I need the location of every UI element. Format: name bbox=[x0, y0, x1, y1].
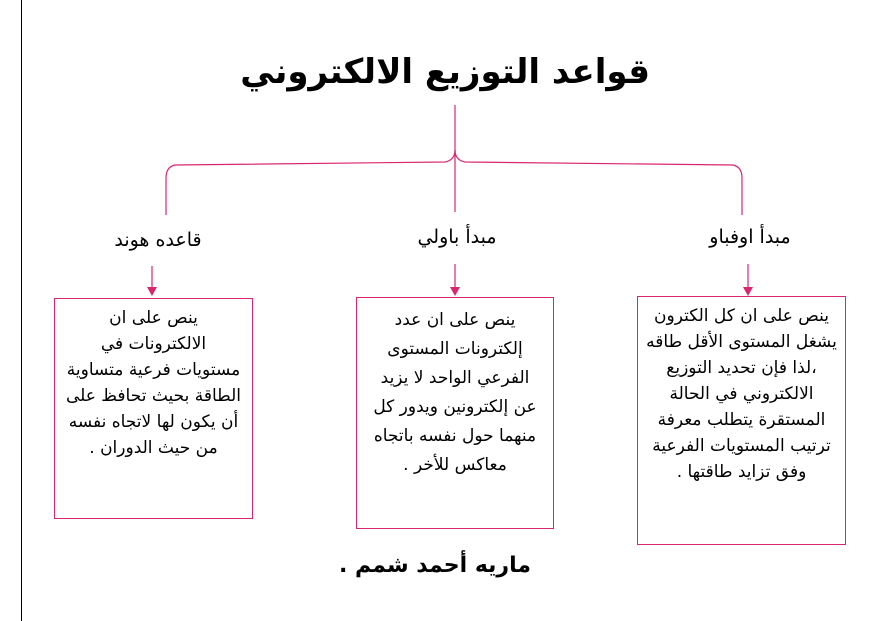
arrow-center-head bbox=[450, 287, 460, 296]
rule-line: ينص على ان كل الكترون bbox=[654, 306, 829, 326]
rule-box-hund bbox=[54, 298, 253, 519]
rule-line: الفرعي الواحد لا يزيد bbox=[380, 368, 530, 388]
rule-box-pauli bbox=[356, 297, 554, 529]
rule-line: الالكترونات في bbox=[100, 334, 207, 354]
rule-line: ،لذا فإن تحديد التوزيع bbox=[666, 358, 817, 378]
rule-line: إلكترونات المستوى bbox=[387, 339, 523, 359]
rule-line: الالكتروني في الحالة bbox=[669, 384, 814, 404]
diagram-title: قواعد التوزيع الالكتروني bbox=[240, 52, 650, 92]
rule-line: وفق تزايد طاقتها . bbox=[676, 462, 807, 482]
title-brace bbox=[166, 105, 455, 215]
rule-line: ينص على ان bbox=[109, 308, 198, 328]
rule-line: ينص على ان عدد bbox=[394, 310, 516, 330]
rule-label-hund: قاعده هوند bbox=[114, 229, 202, 251]
rule-line: أن يكون لها لاتجاه نفسه bbox=[68, 412, 239, 432]
rule-line: يشغل المستوى الأقل طاقه bbox=[646, 332, 837, 352]
rule-line: منهما حول نفسه باتجاه bbox=[373, 426, 537, 446]
rule-line: المستقرة يتطلب معرفة bbox=[657, 410, 826, 430]
rule-box-aufbau bbox=[637, 296, 846, 545]
rule-line: من حيث الدوران . bbox=[89, 438, 218, 458]
rule-line: معاكس للأخر . bbox=[403, 455, 507, 475]
title-brace-right bbox=[455, 150, 742, 215]
rule-line: عن إلكترونين ويدور كل bbox=[373, 397, 537, 417]
rule-line: مستويات فرعية متساوية bbox=[66, 360, 241, 380]
rule-line: ترتيب المستويات الفرعية bbox=[652, 436, 831, 456]
arrow-left-head bbox=[147, 287, 157, 296]
arrow-right-head bbox=[743, 287, 753, 296]
author-name: ماريه أحمد شمم . bbox=[339, 553, 531, 578]
rule-label-pauli: مبدأ باولي bbox=[417, 226, 497, 248]
rule-label-aufbau: مبدأ اوفباو bbox=[709, 226, 791, 248]
rule-line: الطاقة بحيث تحافظ على bbox=[65, 386, 242, 406]
